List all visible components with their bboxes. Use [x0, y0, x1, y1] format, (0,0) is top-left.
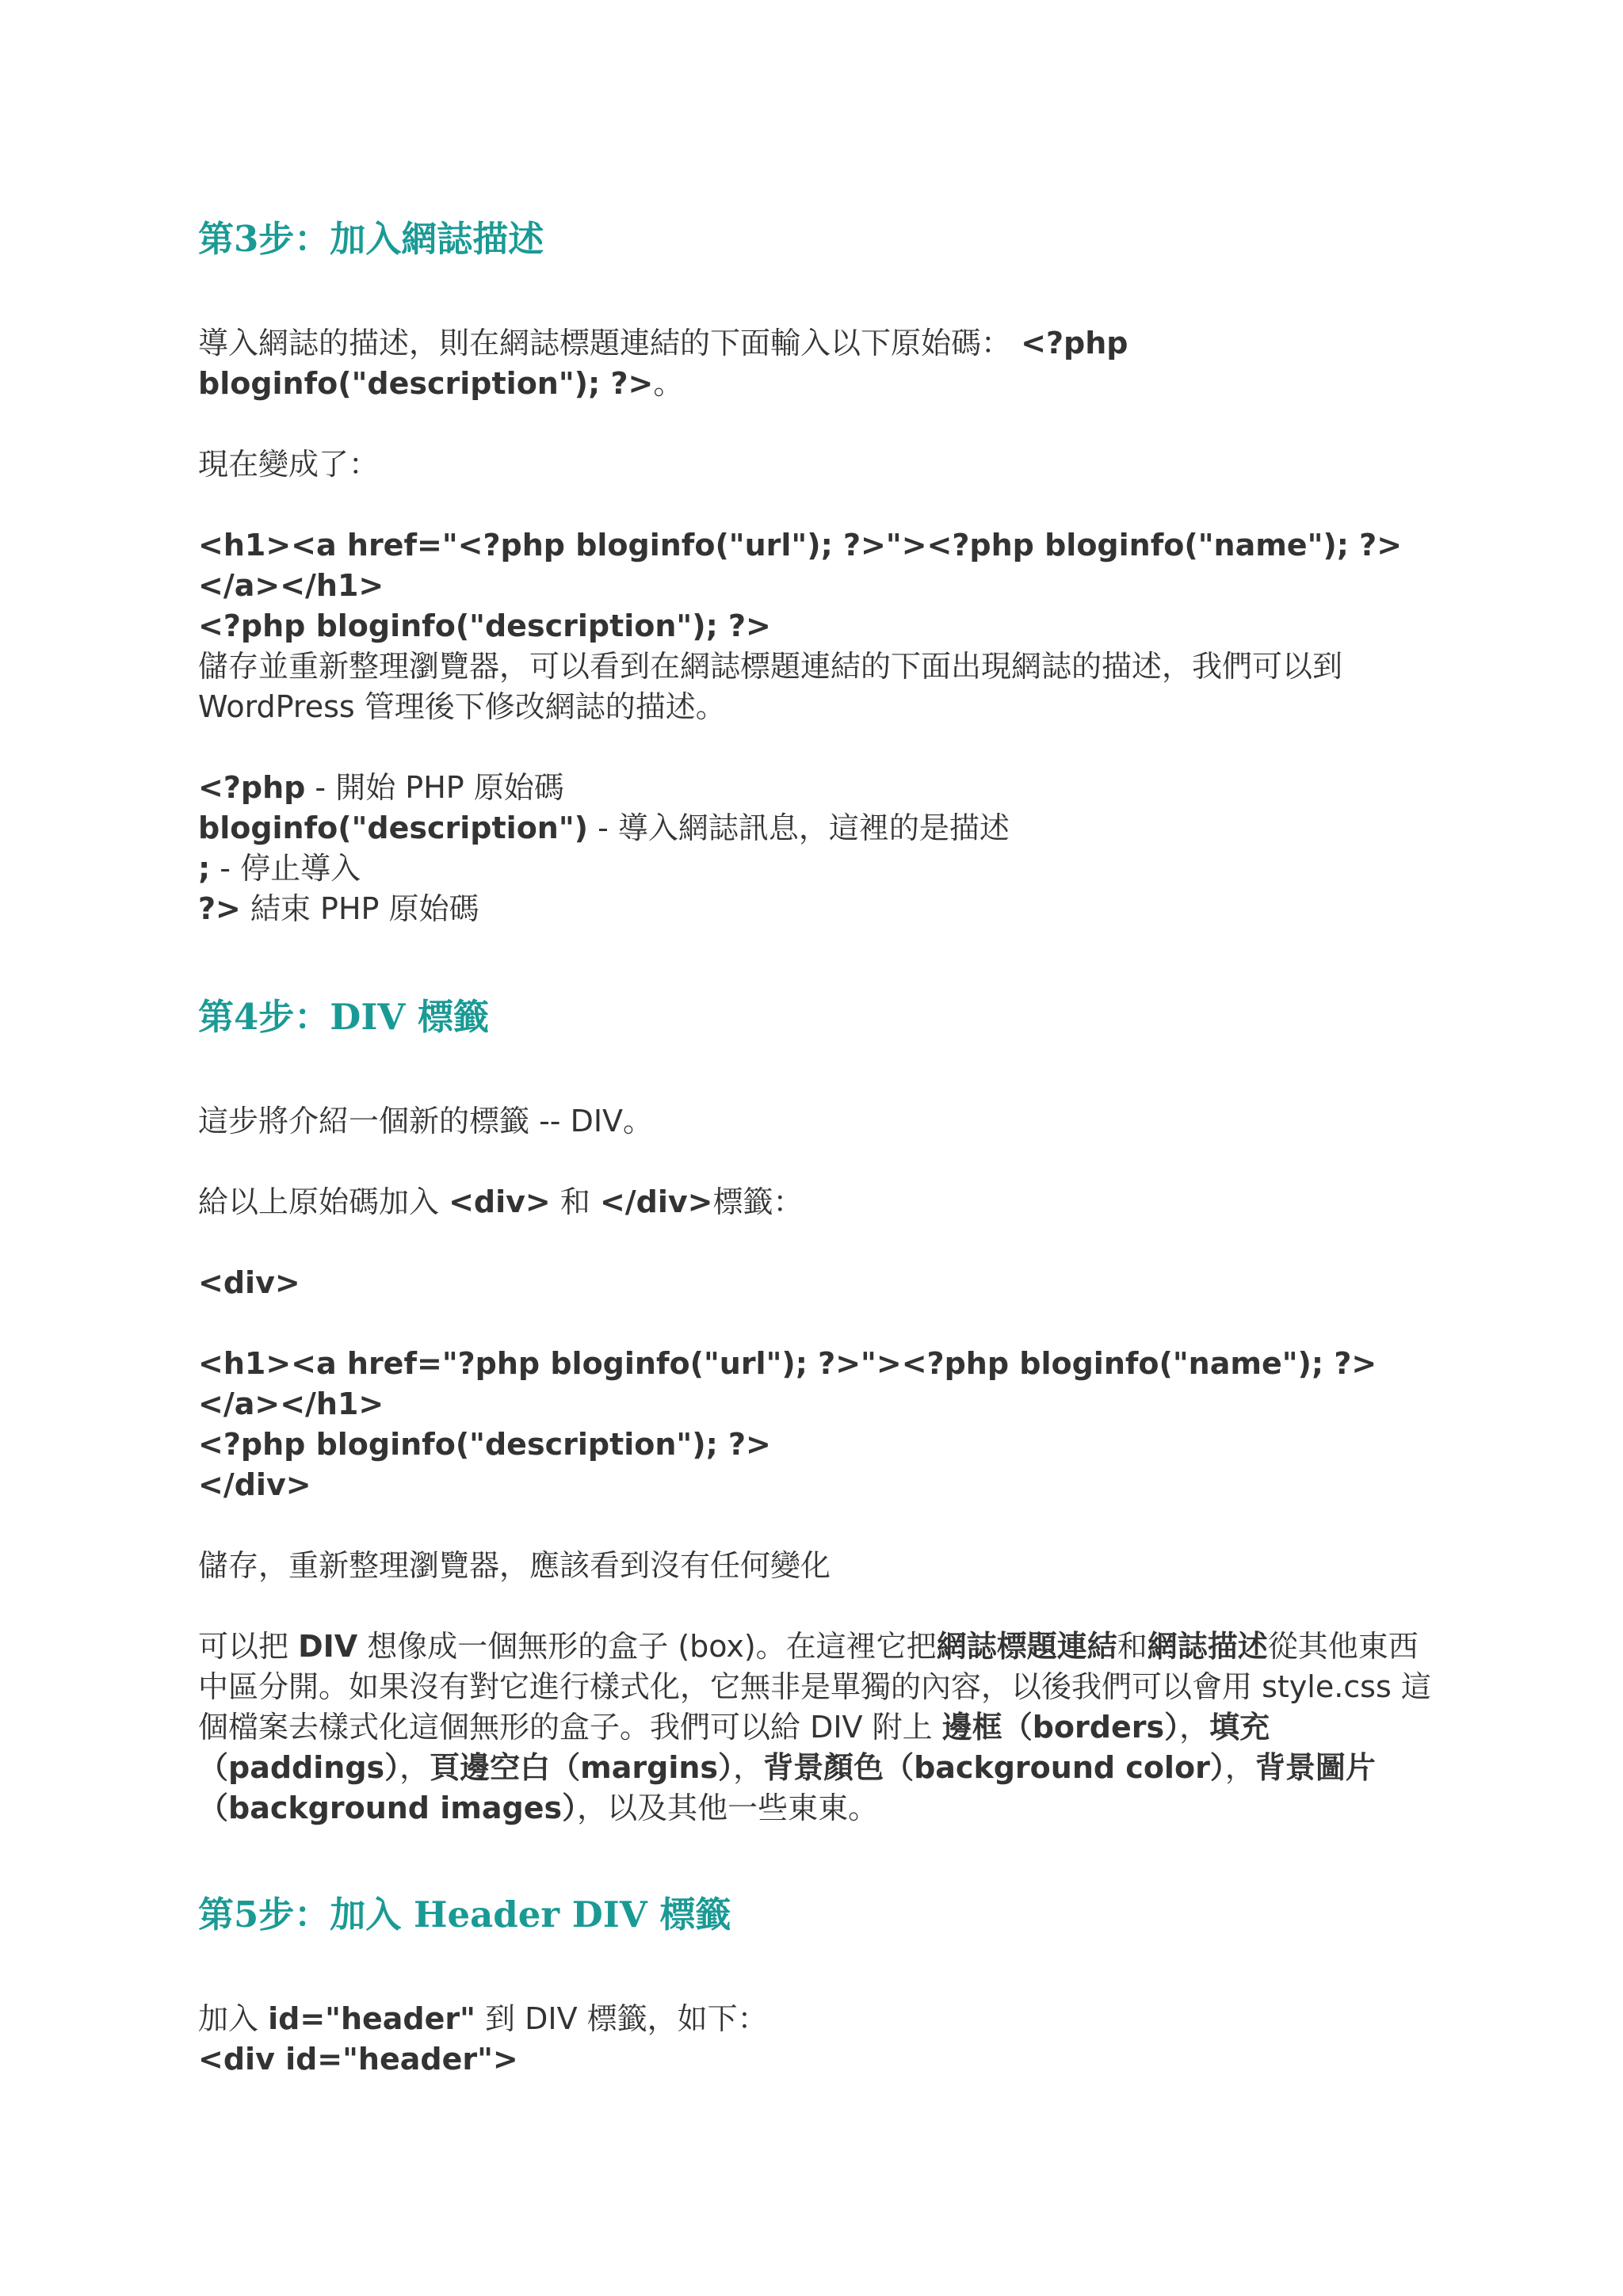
step4-code-block — [198, 1344, 1434, 1465]
step4-instruction-div-open: <div> — [449, 1184, 551, 1219]
step5-instruction-id: id="header" — [268, 2001, 475, 2036]
step3-code-line1: <h1><a href="<?php bloginfo("url"); ?>"><?php bloginfo("name"); ?></a></h1> — [198, 528, 1403, 603]
step4-instruction — [198, 1182, 1434, 1222]
legend-code-2: ; — [198, 851, 211, 886]
step3-heading: 第3步：加入網誌描述 — [198, 218, 544, 260]
legend-desc-1: - 導入網誌訊息，這裡的是描述 — [588, 810, 1010, 845]
step4-explanation — [198, 1627, 1434, 1829]
step4-instruction-div-close: </div> — [599, 1184, 713, 1219]
p4-seg-9: 填充（paddings） — [198, 1710, 1270, 1785]
step4-no-change: 儲存，重新整理瀏覽器，應該看到沒有任何變化 — [198, 1548, 831, 1583]
p4-seg-4: 和 — [1117, 1629, 1148, 1664]
p4-seg-13: 背景顏色（background color） — [763, 1750, 1225, 1785]
step3-intro-text: 導入網誌的描述，則在網誌標題連結的下面輸入以下原始碼： — [198, 326, 1012, 360]
p4-seg-1: DIV — [298, 1629, 358, 1664]
step4-instruction-e: 標籤： — [712, 1184, 804, 1219]
step5-instruction-a: 加入 — [198, 2001, 269, 2036]
step4-div-open — [198, 1263, 1434, 1303]
legend-desc-3: 結束 PHP 原始碼 — [240, 891, 479, 926]
step3-intro-end: 。 — [653, 366, 684, 401]
p4-seg-14: ， — [1224, 1750, 1255, 1785]
legend-desc-0: - 開始 PHP 原始碼 — [305, 770, 564, 805]
p4-seg-7: 邊框（borders） — [941, 1710, 1180, 1745]
step3-code-block — [198, 525, 1434, 646]
legend-desc-2: - 停止導入 — [210, 851, 361, 886]
step4-div-close-code: </div> — [198, 1467, 311, 1502]
p4-seg-10: ， — [399, 1750, 430, 1785]
step3-intro — [198, 323, 1434, 404]
step4-div-open-code: <div> — [198, 1265, 300, 1300]
p4-seg-15: 背景圖片（background images） — [198, 1750, 1376, 1825]
step4-instruction-c: 和 — [550, 1184, 600, 1219]
step4-intro: 這步將介紹一個新的標籤 -- DIV。 — [198, 1104, 654, 1138]
step5-instruction-c: 到 DIV 標籤，如下： — [475, 2001, 768, 2036]
step5-instruction — [198, 1999, 1434, 2080]
step4-code-line2: <?php bloginfo("description"); ?> — [198, 1427, 771, 1462]
step4-heading: 第4步：DIV 標籤 — [198, 996, 489, 1038]
step3-legend — [198, 768, 1434, 929]
step4-div-close — [198, 1465, 1434, 1505]
p4-seg-2: 想像成一個無形的盒子 (box)。在這裡它把 — [357, 1629, 937, 1664]
step4-code-line1: <h1><a href="?php bloginfo("url"); ?>"><?php bloginfo("name"); ?></a></h1> — [198, 1346, 1377, 1421]
step4-instruction-a: 給以上原始碼加入 — [198, 1184, 449, 1219]
step5-heading: 第5步：加入 Header DIV 標籤 — [198, 1894, 731, 1936]
p4-seg-12: ， — [733, 1750, 764, 1785]
p4-seg-0: 可以把 — [198, 1629, 299, 1664]
legend-code-3: ?> — [198, 891, 241, 926]
step5-code: <div id="header"> — [198, 2042, 518, 2077]
legend-code-1: bloginfo("description") — [198, 810, 589, 845]
step3-now-label: 現在變成了： — [198, 447, 380, 482]
step3-intro-code: <?php bloginfo("description"); ?> — [198, 326, 1128, 401]
legend-code-0: <?php — [198, 770, 306, 805]
p4-seg-3: 網誌標題連結 — [936, 1629, 1117, 1664]
p4-seg-8: ， — [1179, 1710, 1210, 1745]
step3-result-paragraph: 儲存並重新整理瀏覽器，可以看到在網誌標題連結的下面出現網誌的描述，我們可以到 WordPress 管理後下修改網誌的描述。 — [198, 649, 1343, 724]
step3-code-line2: <?php bloginfo("description"); ?> — [198, 608, 771, 643]
p4-seg-6: 從其他東西中區分開。如果沒有對它進行樣式化，它無非是單獨的內容，以後我們可以會用 style.css 這個檔案去樣式化這個無形的盒子。我們可以給 DIV 附上 — [198, 1629, 1431, 1745]
p4-seg-11: 頁邊空白（margins） — [430, 1750, 734, 1785]
p4-seg-16: ，以及其他一些東東。 — [577, 1791, 879, 1825]
p4-seg-5: 網誌描述 — [1147, 1629, 1268, 1664]
